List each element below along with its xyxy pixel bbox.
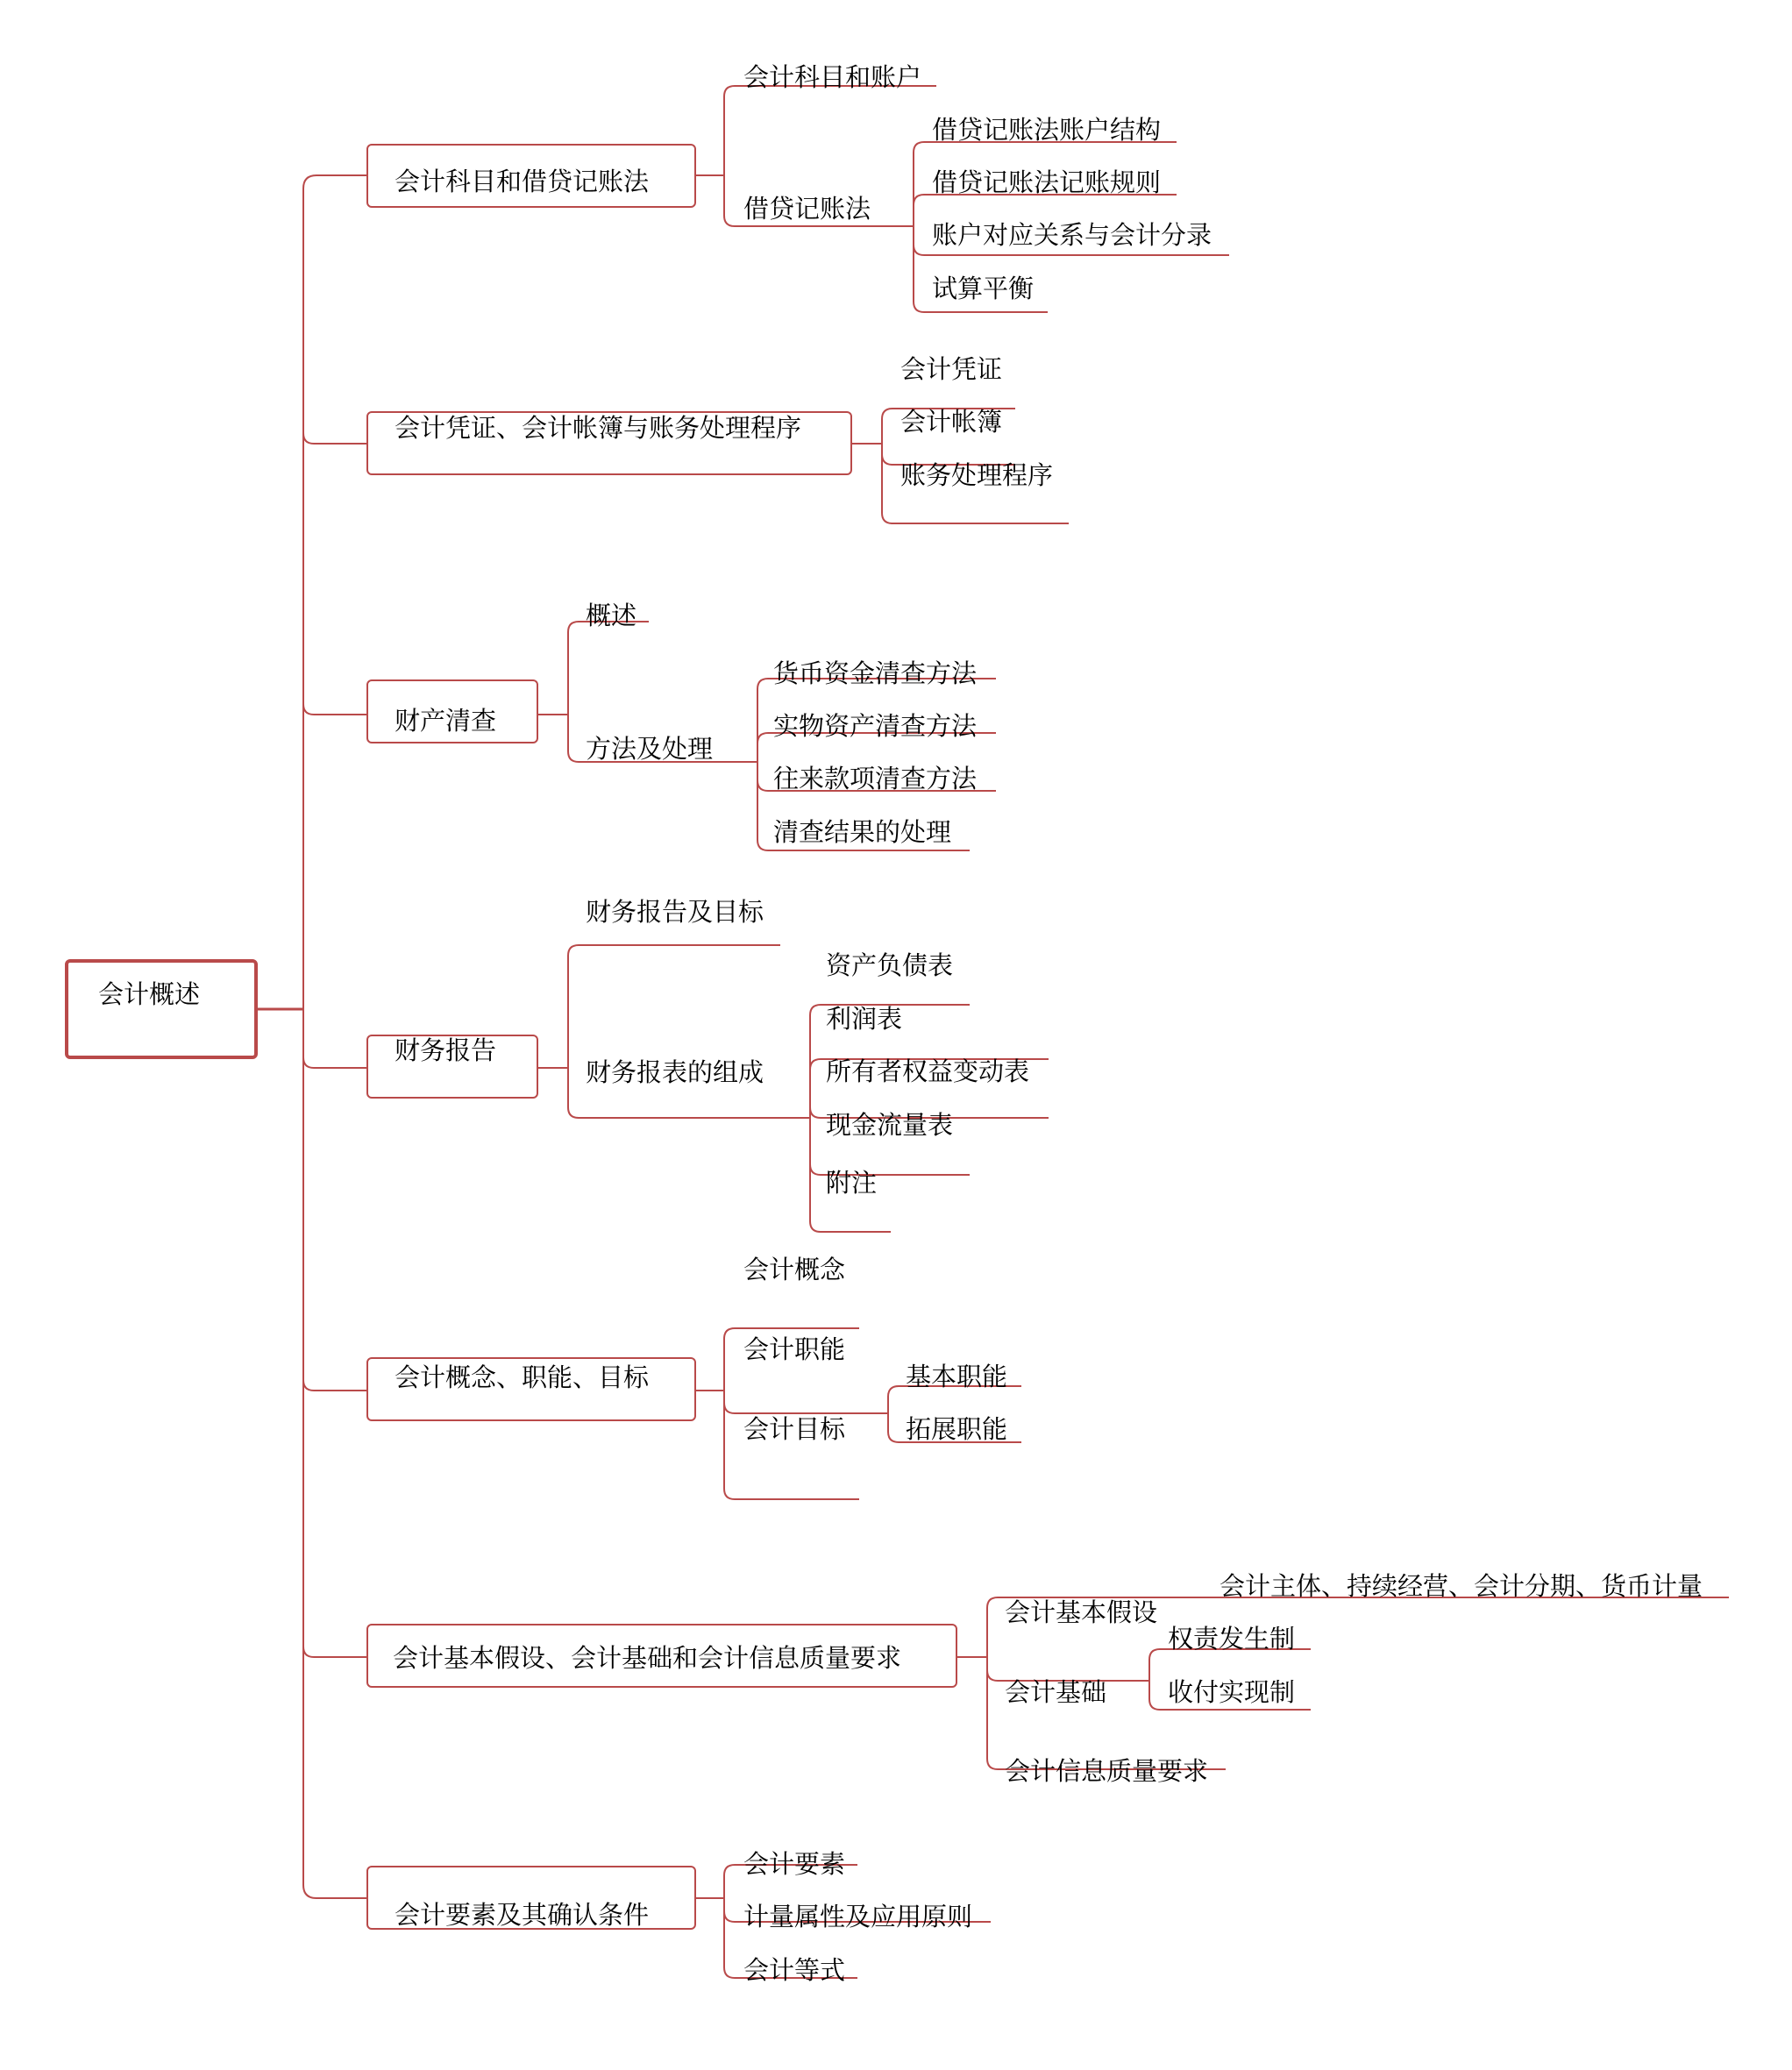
leaf-result-handling[interactable]: 清查结果的处理 bbox=[773, 817, 952, 847]
leaf-income-statement[interactable]: 利润表 bbox=[826, 1004, 903, 1034]
connector bbox=[303, 704, 366, 715]
node-overview[interactable]: 概述 bbox=[586, 601, 637, 630]
connector bbox=[724, 1403, 859, 1413]
leaf-equity-statement[interactable]: 所有者权益变动表 bbox=[826, 1056, 1030, 1086]
connector bbox=[568, 945, 780, 956]
branch-label-5: 会计基本假设、会计基础和会计信息质量要求 bbox=[393, 1643, 902, 1673]
branch-label-1: 会计凭证、会计帐簿与账务处理程序 bbox=[395, 413, 802, 443]
leaf-extended-function[interactable]: 拓展职能 bbox=[906, 1414, 1008, 1444]
node-procedures[interactable]: 账务处理程序 bbox=[900, 460, 1054, 490]
node-debit-credit[interactable]: 借贷记账法 bbox=[743, 194, 871, 224]
connector bbox=[568, 1107, 789, 1118]
connector bbox=[882, 513, 1069, 523]
node-measurement[interactable]: 计量属性及应用原则 bbox=[743, 1902, 973, 1931]
connector bbox=[303, 1647, 366, 1657]
connector bbox=[303, 1380, 366, 1391]
leaf-journal-entries[interactable]: 账户对应关系与会计分录 bbox=[932, 220, 1212, 250]
leaf-cash-flow[interactable]: 现金流量表 bbox=[826, 1110, 954, 1140]
node-ledgers[interactable]: 会计帐簿 bbox=[900, 407, 1003, 437]
connector bbox=[303, 175, 366, 189]
connector bbox=[303, 1885, 366, 1898]
leaf-dc-structure[interactable]: 借贷记账法账户结构 bbox=[932, 115, 1162, 145]
node-functions[interactable]: 会计职能 bbox=[743, 1334, 846, 1364]
leaf-assumption-list[interactable]: 会计主体、持续经营、会计分期、货币计量 bbox=[1220, 1571, 1703, 1601]
leaf-cash-basis[interactable]: 收付实现制 bbox=[1168, 1677, 1296, 1707]
connector bbox=[303, 1057, 366, 1068]
leaf-notes[interactable]: 附注 bbox=[826, 1168, 878, 1198]
leaf-accrual[interactable]: 权责发生制 bbox=[1168, 1624, 1296, 1654]
leaf-asset-check[interactable]: 实物资产清查方法 bbox=[773, 711, 978, 741]
node-goals[interactable]: 会计目标 bbox=[743, 1414, 846, 1444]
leaf-receivable-check[interactable]: 往来款项清查方法 bbox=[773, 764, 978, 793]
branch-label-4: 会计概念、职能、目标 bbox=[395, 1362, 650, 1392]
node-report-goal[interactable]: 财务报告及目标 bbox=[586, 897, 764, 927]
node-vouchers[interactable]: 会计凭证 bbox=[900, 354, 1003, 384]
branch-label-2: 财产清查 bbox=[395, 706, 497, 736]
node-equation[interactable]: 会计等式 bbox=[743, 1955, 846, 1985]
leaf-trial-balance[interactable]: 试算平衡 bbox=[932, 274, 1035, 303]
root-label: 会计概述 bbox=[98, 979, 201, 1009]
node-concept[interactable]: 会计概念 bbox=[743, 1255, 846, 1284]
node-accounts[interactable]: 会计科目和账户 bbox=[743, 62, 922, 92]
node-quality[interactable]: 会计信息质量要求 bbox=[1005, 1756, 1209, 1786]
node-methods[interactable]: 方法及处理 bbox=[586, 734, 714, 764]
node-basis[interactable]: 会计基础 bbox=[1005, 1677, 1107, 1707]
connector bbox=[724, 1489, 859, 1499]
connector bbox=[303, 433, 366, 444]
leaf-balance-sheet[interactable]: 资产负债表 bbox=[826, 950, 954, 980]
leaf-dc-rules[interactable]: 借贷记账法记账规则 bbox=[932, 167, 1162, 197]
node-statements[interactable]: 财务报表的组成 bbox=[586, 1057, 764, 1087]
connector bbox=[810, 1221, 891, 1232]
node-elements[interactable]: 会计要素 bbox=[743, 1849, 846, 1879]
node-assumptions[interactable]: 会计基本假设 bbox=[1005, 1597, 1158, 1627]
branch-label-0: 会计科目和借贷记账法 bbox=[395, 167, 650, 196]
branch-label-3: 财务报告 bbox=[395, 1035, 497, 1065]
leaf-basic-function[interactable]: 基本职能 bbox=[906, 1362, 1008, 1391]
leaf-cash-check[interactable]: 货币资金清查方法 bbox=[773, 658, 978, 688]
branch-label-6: 会计要素及其确认条件 bbox=[395, 1900, 650, 1930]
